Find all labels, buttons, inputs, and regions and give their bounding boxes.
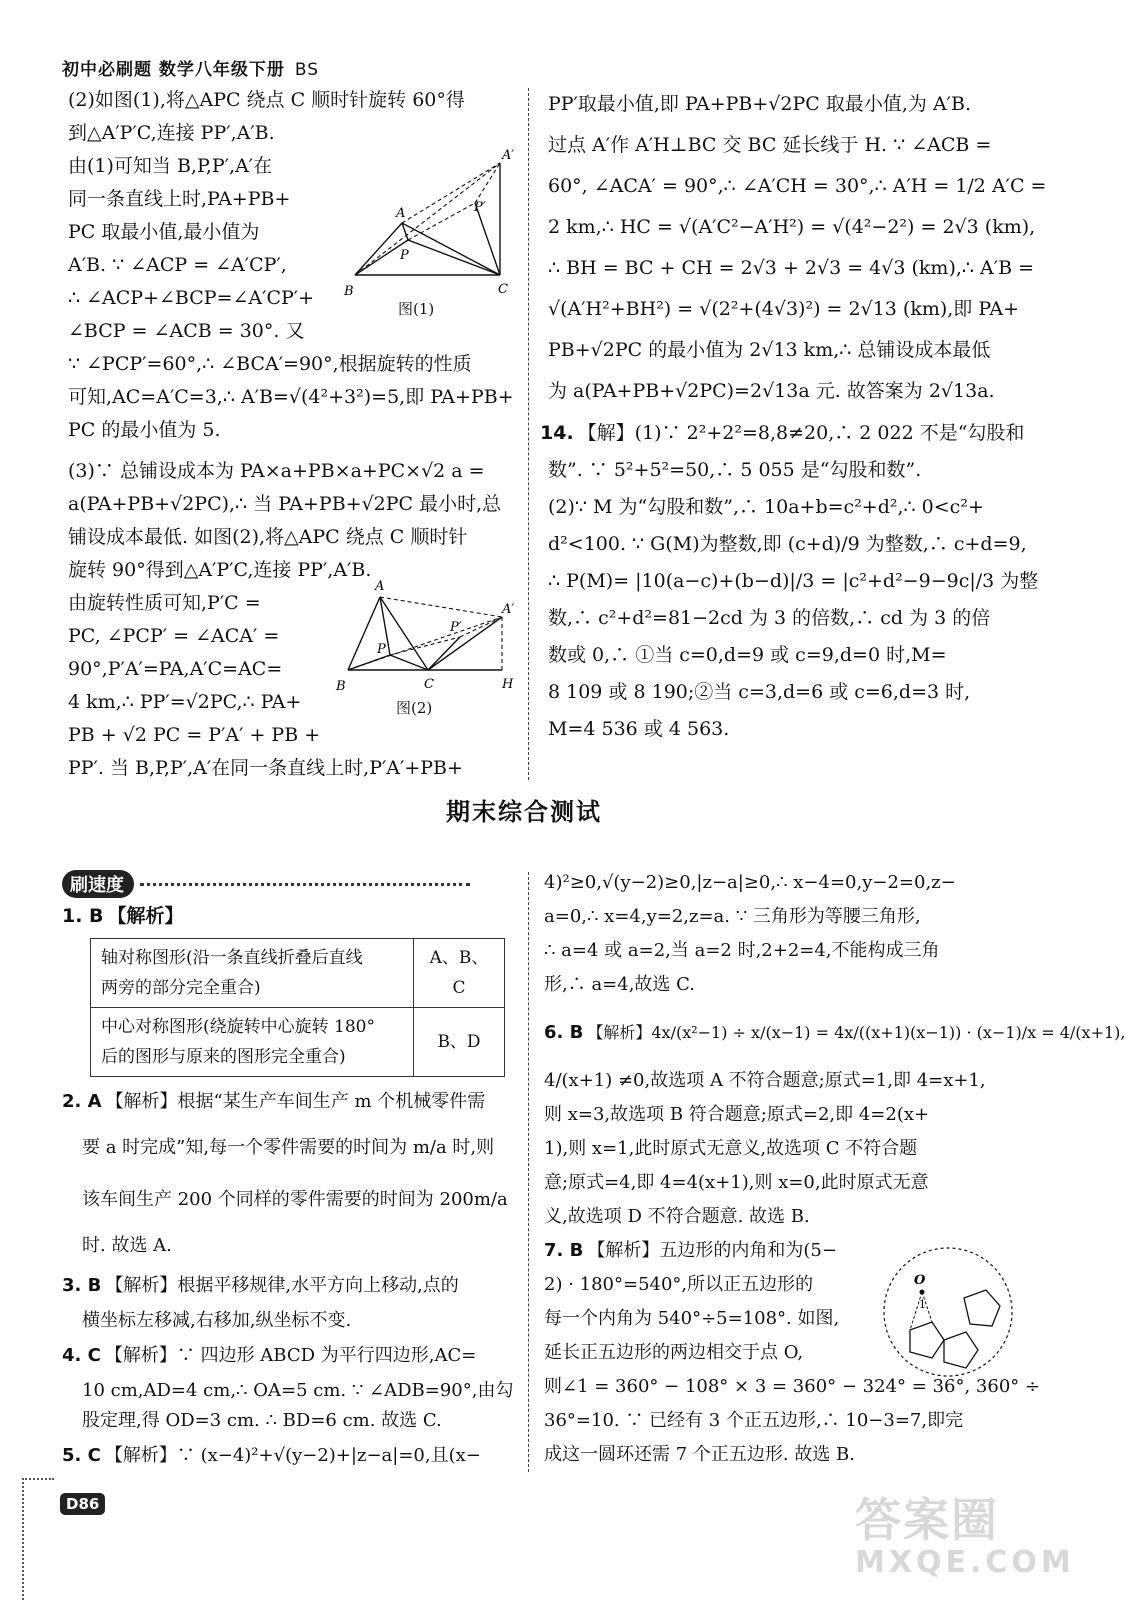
- text-line: 成这一圆环还需 7 个正五边形. 故选 B.: [544, 1444, 856, 1465]
- q1-number: 1. B: [62, 905, 104, 927]
- text-line: 数,∴ c²+d²=81−2cd 为 3 的倍数,∴ cd 为 3 的倍: [548, 607, 991, 629]
- text-line: 义,故选项 D 不符合题意. 故选 B.: [544, 1206, 810, 1227]
- fig2-label-p: P: [377, 642, 386, 657]
- figure-2: [330, 575, 520, 700]
- text-line: 10 cm,AD=4 cm,∴ OA=5 cm. ∵ ∠ADB=90°,由勾: [82, 1380, 514, 1401]
- fig3-label-1: 1: [919, 1298, 926, 1311]
- text-line: 形,∴ a=4,故选 C.: [544, 974, 696, 995]
- question-1: [62, 900, 512, 933]
- text-line: 8 109 或 8 190;②当 c=3,d=6 或 c=6,d=3 时,: [548, 681, 971, 703]
- page-corner-mark: [22, 1478, 54, 1600]
- text-line: 则 x=3,故选项 B 符合题意;原式=2,即 4=2(x+: [544, 1104, 930, 1125]
- text-line: 可知,AC=A′C=3,∴ A′B=√(4²+3²)=5,即 PA+PB+: [68, 386, 514, 408]
- watermark-line1: 答案圈: [855, 1493, 999, 1547]
- text-line: 则∠1 = 360° − 108° × 3 = 360° − 324° = 36°, 360° ÷: [544, 1376, 1041, 1397]
- column-divider-top: [528, 88, 529, 780]
- text-line: ∴ P(M)= |10(a−c)+(b−d)|/3 = |c²+d²−9−9c|/3 为整: [548, 570, 1039, 592]
- dotted-rule: [140, 883, 470, 886]
- text-line: 要 a 时完成”知,每一个零件需要的时间为 m/a 时,则: [82, 1137, 495, 1158]
- fig2-label-h: H: [502, 677, 514, 692]
- table-cell: 中心对称图形(绕旋转中心旋转 180° 后的图形与原来的图形完全重合): [91, 1008, 414, 1077]
- text-line: PB+√2PC 的最小值为 2√13 km,∴ 总铺设成本最低: [548, 339, 991, 361]
- fig1-label-c: C: [498, 282, 508, 297]
- text-line: 延长正五边形的两边相交于点 O,: [544, 1342, 804, 1363]
- text-line: 2 km,∴ HC = √(A′C²−A′H²) = √(4²−2²) = 2√3 (km),: [548, 216, 1036, 238]
- text-line: 由(1)可知当 B,P,P′,A′在: [68, 155, 273, 177]
- watermark: [855, 1495, 1075, 1580]
- text-line: 铺设成本最低. 如图(2),将△APC 绕点 C 顺时针: [68, 526, 468, 548]
- text-line: 为 a(PA+PB+√2PC)=2√13a 元. 故答案为 2√13a.: [548, 380, 995, 402]
- right-top-column: [548, 84, 1047, 412]
- fig2-label-p-prime: P′: [450, 620, 462, 635]
- text-line: 4)²≥0,√(y−2)≥0,|z−a|≥0,∴ x−4=0,y−2=0,z−: [544, 872, 956, 893]
- text-line: (2)如图(1),将△APC 绕点 C 顺时针旋转 60°得: [68, 89, 465, 111]
- text-line: 【解析】五边形的内角和为(5−: [587, 1240, 837, 1261]
- text-line: 由旋转性质可知,P′C =: [68, 592, 261, 614]
- page-header: [62, 55, 319, 80]
- text-line: 【解】(1)∵ 2²+2²=8,8≠20,∴ 2 022 不是“勾股和: [577, 422, 1025, 444]
- text-line: ∵ ∠PCP′=60°,∴ ∠BCA′=90°,根据旋转的性质: [68, 353, 472, 375]
- figure-1-caption: 图(1): [398, 300, 435, 318]
- text-line: 该车间生产 200 个同样的零件需要的时间为 200m/a: [82, 1189, 508, 1210]
- point-o: [920, 1290, 925, 1295]
- fig1-label-b: B: [344, 284, 354, 299]
- text-line: 90°,P′A′=PA,A′C=AC=: [68, 658, 283, 680]
- text-line: 股定理,得 OD=3 cm. ∴ BD=6 cm. 故选 C.: [82, 1410, 442, 1431]
- table-row: [91, 939, 505, 1008]
- header-edition: BS: [294, 60, 320, 80]
- text-line: 4/(x+1) ≠0,故选项 A 不符合题意;原式=1,即 4=x+1,: [544, 1070, 986, 1091]
- text-line: a=0,∴ x=4,y=2,z=a. ∵ 三角形为等腰三角形,: [544, 906, 921, 927]
- question-14: [540, 415, 1039, 748]
- figure-2-caption: 图(2): [396, 699, 433, 717]
- text-line: 数或 0,∴ ①当 c=0,d=9 或 c=9,d=0 时,M=: [548, 644, 947, 666]
- fig1-label-p-prime: P′: [474, 200, 486, 215]
- fig1-label-a-prime: A′: [502, 148, 515, 163]
- text-line: 时. 故选 A.: [82, 1235, 172, 1256]
- text-line: 到△A′P′C,连接 PP′,A′B.: [68, 122, 275, 144]
- right-bottom-column: 4)²≥0,√(y−2)≥0,|z−a|≥0,∴ x−4=0,y−2=0,z− a=0,∴ x=4,y=2,z=a. ∵ 三角形为等腰三角形, ∴ a=4 或 a=2,当 a=2 时,2+2=4,不能构成三角 形,∴ a=4,故选 C. 6. B 【解析】4x/(x²−1) ÷ x/(x−1) = 4x/((x+1)(x−1)) · (x−1)/x = 4/(x+1), 4/(x+1) ≠0,故选项 A 不符合题意;原式=1,即 4=x+1, 则 x=3,故选项 B 符合题意;原式=2,即 4=2(x+ 1),则 x=1,此时原式无意义,故选项 C 不符合题 意;原式=4,即 4=4(x+1),则 x=0,此时原式无意 义,故选项 D 不符合题意. 故选 B. 7. B 【解析】五边形的内角和为(5− 2) · 180°=540°,所以正五边形的 每一个内角为 540°÷5=108°. 如图, 延长正五边形的两边相交于点 O, 则∠1 = 360° − 108° × 3 = 360° − 324° = 36°, 360° ÷ 36°=10. ∵ 已经有 3 个正五边形,∴ 10−3=7,即完 成这一圆环还需 7 个正五边形. 故选 B.: [544, 866, 999, 1472]
- text-line: A′B. ∵ ∠ACP = ∠A′CP′,: [68, 254, 287, 276]
- text-line: (2)∵ M 为“勾股和数”,∴ 10a+b=c²+d²,∴ 0<c²+: [548, 496, 984, 518]
- fig3-label-o: O: [914, 1273, 926, 1288]
- text-line: (3)∵ 总铺设成本为 PA×a+PB×a+PC×√2 a =: [68, 460, 485, 482]
- text-line: 1),则 x=1,此时原式无意义,故选项 C 不符合题: [544, 1138, 918, 1159]
- section-title: 期末综合测试: [446, 798, 602, 826]
- text-line: PC 取最小值,最小值为: [68, 221, 260, 243]
- text-line: PC, ∠PCP′ = ∠ACA′ =: [68, 625, 280, 647]
- symmetry-table: [90, 938, 505, 1077]
- table-cell: A、B、C: [414, 939, 505, 1008]
- fig2-label-c: C: [424, 677, 434, 692]
- text-line: √(A′H²+BH²) = √(2²+(4√3)²) = 2√13 (km),即 PA+: [548, 298, 1020, 320]
- text-line: 【解析】4x/(x²−1) ÷ x/(x−1) = 4x/((x+1)(x−1)) · (x−1)/x = 4/(x+1),: [587, 1023, 1126, 1042]
- figure-pentagon-ring: [868, 1240, 1018, 1380]
- text-line: 【解析】根据“某生产车间生产 m 个机械零件需: [105, 1091, 486, 1112]
- page-number: D86: [60, 1493, 105, 1515]
- text-line: 每一个内角为 540°÷5=108°. 如图,: [544, 1308, 840, 1329]
- section-badge: 刷速度: [62, 870, 134, 898]
- text-line: 过点 A′作 A′H⊥BC 交 BC 延长线于 H. ∵ ∠ACB =: [548, 134, 992, 156]
- fig2-label-a: A: [375, 579, 385, 594]
- text-line: 横坐标左移减,右移加,纵坐标不变.: [82, 1310, 352, 1331]
- text-line: PP′. 当 B,P,P′,A′在同一条直线上时,P′A′+PB+: [68, 757, 463, 779]
- text-line: 【解析】根据平移规律,水平方向上移动,点的: [105, 1275, 459, 1296]
- q1-tag: 【解析】: [107, 905, 184, 927]
- text-line: 旋转 90°得到△A′P′C,连接 PP′,A′B.: [68, 559, 372, 581]
- text-line: d²<100. ∵ G(M)为整数,即 (c+d)/9 为整数,∴ c+d=9,: [548, 533, 1027, 555]
- text-line: 2) · 180°=540°,所以正五边形的: [544, 1274, 814, 1295]
- text-line: PB + √2 PC = P′A′ + PB +: [68, 724, 321, 746]
- text-line: PP′取最小值,即 PA+PB+√2PC 取最小值,为 A′B.: [548, 93, 971, 115]
- text-line: ∴ BH = BC + CH = 2√3 + 2√3 = 4√3 (km),∴ A′B =: [548, 257, 1034, 279]
- text-line: PC 的最小值为 5.: [68, 419, 221, 441]
- table-cell: B、D: [414, 1008, 505, 1077]
- q14-number: 14.: [540, 422, 574, 444]
- text-line: 60°, ∠ACA′ = 90°,∴ ∠A′CH = 30°,∴ A′H = 1/2 A′C =: [548, 175, 1047, 197]
- text-line: 数”. ∵ 5²+5²=50,∴ 5 055 是“勾股和数”.: [548, 459, 922, 481]
- text-line: a(PA+PB+√2PC),∴ 当 PA+PB+√2PC 最小时,总: [68, 493, 502, 515]
- text-line: M=4 536 或 4 563.: [548, 718, 730, 740]
- text-line: 【解析】∵ 四边形 ABCD 为平行四边形,AC=: [104, 1345, 477, 1366]
- text-line: 36°=10. ∵ 已经有 3 个正五边形,∴ 10−3=7,即完: [544, 1410, 964, 1431]
- left-bottom-column: 2. A 【解析】根据“某生产车间生产 m 个机械零件需 要 a 时完成”知,每一个零件需要的时间为 m/a 时,则 该车间生产 200 个同样的零件需要的时间为 200m/a 时. 故选 A. 3. B 【解析】根据平移规律,水平方向上移动,点的 横坐标左移减,右移加,纵坐标不变. 4. C 【解析】∵ 四边形 ABCD 为平行四边形,AC= 10 cm,AD=4 cm,∴ OA=5 cm. ∵ ∠ADB=90°,由勾 股定理,得 OD=3 cm. ∴ BD=6 cm. 故选 C. 5. C 【解析】∵ (x−4)²+√(y−2)+|z−a|=0,且(x−: [62, 1091, 514, 1466]
- fig1-label-a: A: [396, 206, 406, 221]
- figure-1: [340, 145, 520, 305]
- fig2-label-a-prime: A′: [502, 602, 515, 617]
- fig2-label-b: B: [336, 679, 346, 694]
- column-divider-bottom: [528, 872, 529, 1472]
- fig1-label-p: P: [400, 248, 409, 263]
- text-line: 意;原式=4,即 4=4(x+1),则 x=0,此时原式无意: [544, 1172, 929, 1193]
- text-line: 同一条直线上时,PA+PB+: [68, 188, 291, 210]
- watermark-line2: MXQE.COM: [855, 1545, 1075, 1580]
- table-row: [91, 1008, 505, 1077]
- header-title: 初中必刷题 数学八年级下册: [62, 60, 285, 80]
- text-line: 【解析】∵ (x−4)²+√(y−2)+|z−a|=0,且(x−: [104, 1445, 481, 1466]
- text-line: ∴ ∠ACP+∠BCP=∠A′CP′+: [68, 287, 314, 309]
- section-badge-row: [62, 870, 470, 898]
- table-cell: 轴对称图形(沿一条直线折叠后直线 两旁的部分完全重合): [91, 939, 414, 1008]
- text-line: ∠BCP = ∠ACB = 30°. 又: [68, 320, 305, 342]
- text-line: 4 km,∴ PP′=√2PC,∴ PA+: [68, 691, 302, 713]
- text-line: ∴ a=4 或 a=2,当 a=2 时,2+2=4,不能构成三角: [544, 940, 940, 961]
